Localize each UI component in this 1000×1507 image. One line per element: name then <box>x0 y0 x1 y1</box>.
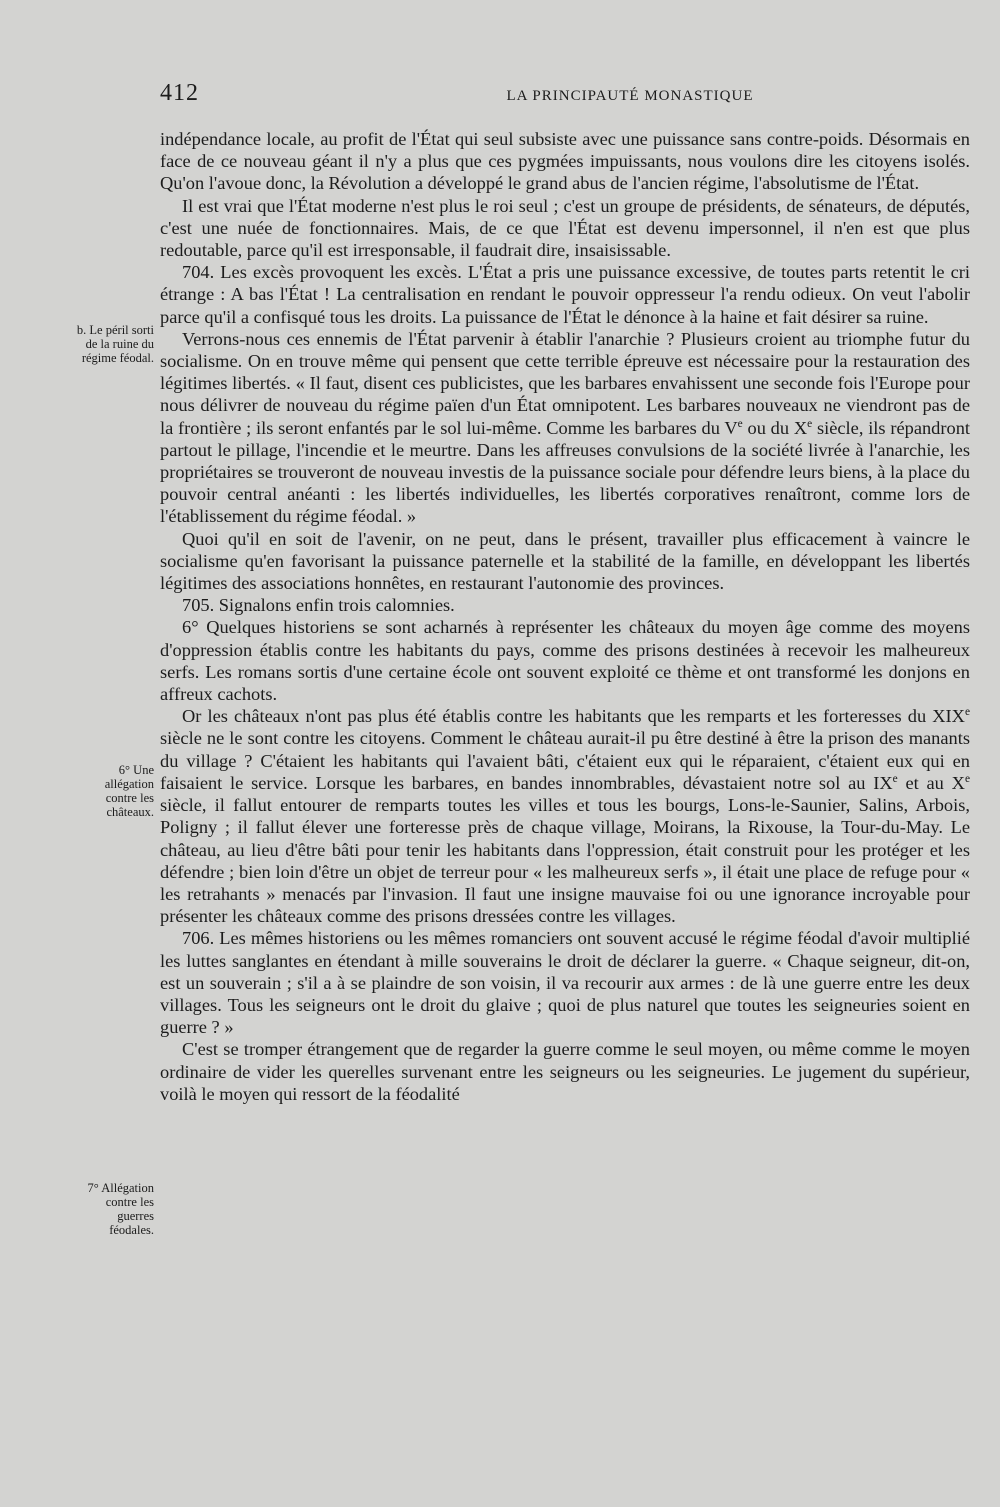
paragraph-1: indépendance locale, au profit de l'État qui seul subsiste avec une puissance sans contre-poids. Désormais en face de ce nouveau géant il n'y a plus que ces pygmées impuissants, nous voulons dire les citoyens isolés. Qu'on l'avoue donc, la Révolution a développé le grand abus de l'ancien régime, l'absolutisme de l'État. <box>160 129 970 194</box>
page-header <box>160 80 970 108</box>
paragraph-7: 6° Quelques historiens se sont acharnés à représenter les châteaux du moyen âge comme des moyens d'oppression établis contre les habitants du pays, comme des prisons destinées à recevoir les malheureux serfs. Les romans sortis d'une certaine école ont souvent exploité ce thème et ont transformé les donjons en affreux cachots. <box>160 617 970 705</box>
paragraph-706: 706. Les mêmes historiens ou les mêmes romanciers ont souvent accusé le régime féodal d'avoir multiplié les luttes sanglantes en étendant à mille souverains le droit de déclarer la guerre. « Chaque seigneur, dit-on, est un souverain ; s'il a à se plaindre de son voisin, il va recourir aux armes : de là une guerre entre les deux villages. Tous les seigneurs ont le droit du glaive ; quoi de plus naturel que toutes les seigneuries soient en guerre ? » <box>160 928 970 1038</box>
paragraph-705: 705. Signalons enfin trois calomnies. <box>182 595 455 616</box>
paragraph-10: C'est se tromper étrangement que de regarder la guerre comme le seul moyen, ou même comme le moyen ordinaire de vider les querelles survenant entre les seigneurs ou les seigneuries. Le jugement du supérieur, voilà le moyen qui ressort de la féodalité <box>160 1039 970 1104</box>
paragraph-8: Or les châteaux n'ont pas plus été établis contre les habitants que les remparts et les forteresses du XIXe siècle ne le sont contre les citoyens. Comment le château aurait-il pu être destiné à être la prison des manants du village ? C'étaient les habitants qui l'avaient bâti, c'étaient eux qui le réparaient, c'étaient eux qui en faisaient le service. Lorsque les barbares, en bandes innombrables, dévastaient notre sol au IXe et au Xe siècle, il fallut entourer de remparts toutes les villes et tous les bourgs, Lons-le-Saunier, Salins, Arbois, Poligny ; il fallut élever une forteresse près de chaque village, Moirans, la Rixouse, la Tour-du-May. Le château, au lieu d'être bâti pour tenir les habitants dans l'oppression, était construit pour les protéger et les défendre ; bien loin d'être un objet de terreur pour « les malheureux serfs », il était une place de refuge pour « les retrahants » menacés par l'invasion. Il faut une insigne mauvaise foi ou une ignorance incroyable pour présenter les châteaux comme des prisons dressées contre les villages. <box>160 706 970 927</box>
running-title: LA PRINCIPAUTÉ MONASTIQUE <box>506 88 754 104</box>
paragraph-5: Quoi qu'il en soit de l'avenir, on ne peut, dans le présent, travailler plus efficacement à vaincre le socialisme qu'en favorisant la puissance paternelle et la stabilité de la famille, en développant les libertés légitimes des associations honnêtes, en restaurant l'autonomie des provinces. <box>160 528 970 594</box>
page-number: 412 <box>160 80 199 106</box>
side-note-7: 7° Allégation contre les guerres féodales. <box>87 1181 154 1237</box>
paragraph-4: Verrons-nous ces ennemis de l'État parvenir à établir l'anarchie ? Plusieurs croient au triomphe futur du socialisme. On en trouve même qui pensent que cette terrible épreuve est nécessaire pour la restauration des légitimes libertés. « Il faut, disent ces publicistes, que les barbares envahissent une seconde fois l'Europe pour nous délivrer de nouveau du régime païen d'un État omnipotent. Les barbares nouveaux ne viendront pas de la frontière ; ils seront enfantés par le sol lui-même. Comme les barbares du Ve ou du Xe siècle, ils répandront partout le pillage, l'incendie et le meurtre. Dans les affreuses convulsions de la société livrée à l'anarchie, les propriétaires se trouveront de nouveau investis de la puissance sociale pour défendre leurs biens, à la place du pouvoir central anéanti : les libertés individuelles, les libertés corporatives renaîtront, comme lors de l'établissement du régime féodal. » <box>160 328 971 527</box>
paragraph-704: 704. Les excès provoquent les excès. L'État a pris une puissance excessive, de toutes parts retentit le cri étrange : A bas l'État ! La centralisation en rendant le pouvoir oppresseur l'a rendu odieux. On veut l'abolir parce qu'il a confisqué tous les droits. La puissance de l'État le dénonce à la haine et fait désirer sa ruine. <box>160 262 970 327</box>
side-note-6: 6° Une allégation contre les châteaux. <box>104 763 154 819</box>
body-text <box>160 128 970 1105</box>
side-note-b: b. Le péril sorti de la ruine du régime féodal. <box>76 323 154 365</box>
paragraph-2: Il est vrai que l'État moderne n'est plus le roi seul ; c'est un groupe de présidents, de sénateurs, de députés, c'est une nuée de fonctionnaires. Mais, de ce que l'État est devenu impersonnel, il n'en est que plus redoutable, parce qu'il est irresponsable, il faudrait dire, insaisissable. <box>160 195 970 261</box>
